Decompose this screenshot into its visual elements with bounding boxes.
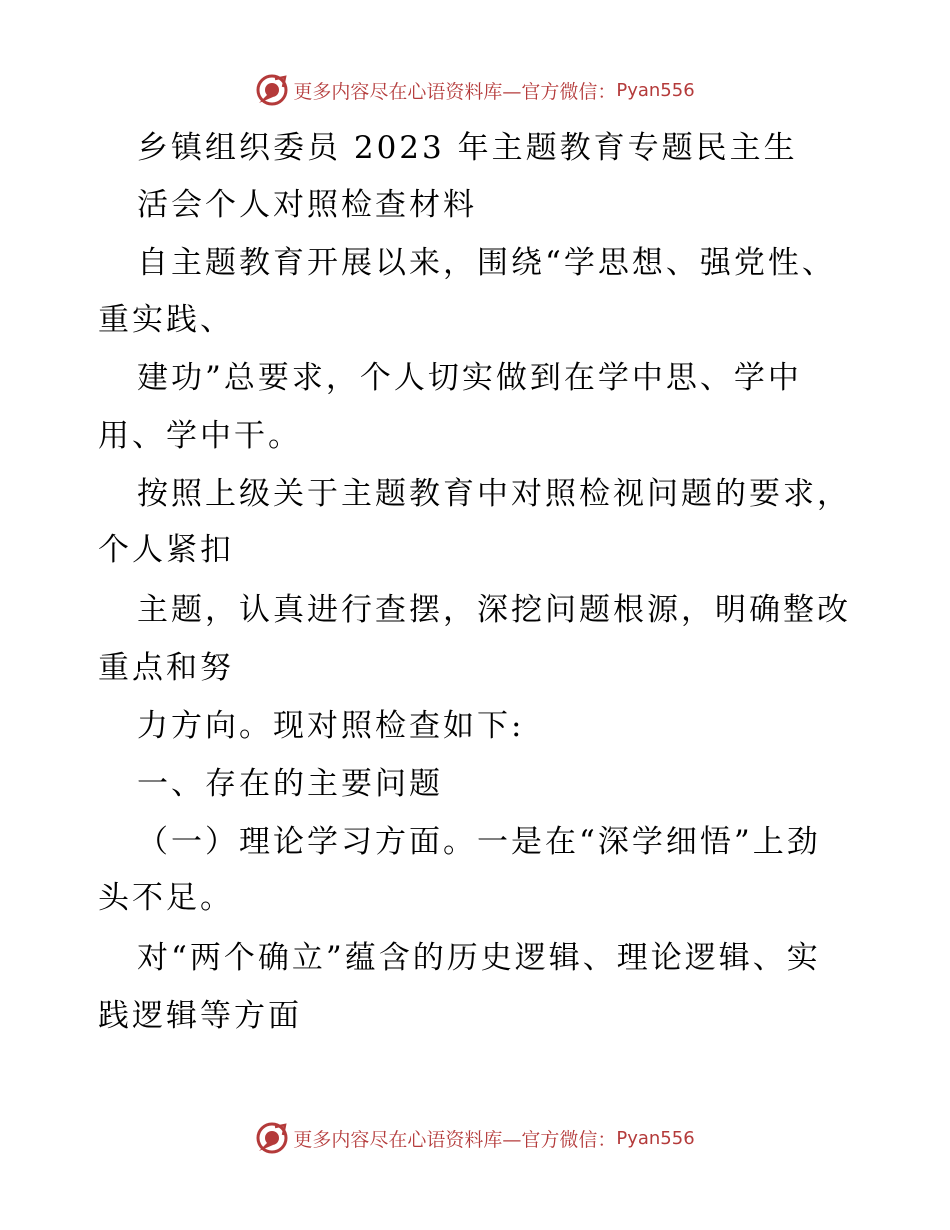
paragraph-line: 自主题教育开展以来，围绕“学思想、强党性、 (137, 245, 836, 281)
paragraph-line: 头不足。 (98, 880, 234, 916)
paragraph-line: 个人紧扣 (98, 532, 234, 568)
paragraph-line: 力方向。现对照检查如下: (137, 708, 525, 744)
paragraph-line: 用、学中干。 (98, 418, 302, 454)
header-watermark (0, 70, 950, 110)
footer-watermark (0, 1118, 950, 1158)
paragraph-line: 主题，认真进行查摆，深挖问题根源，明确整改 (137, 592, 851, 628)
paragraph-line: 对“两个确立”蕴含的历史逻辑、理论逻辑、实 (137, 940, 821, 976)
paragraph-line: 按照上级关于主题教育中对照检视问题的要求， (137, 476, 851, 512)
paragraph-line: （一）理论学习方面。一是在“深学细悟”上劲 (137, 824, 821, 860)
section-heading: 一、存在的主要问题 (137, 766, 443, 802)
watermark-wechat: Pyan556 (616, 79, 695, 101)
watermark-text: 更多内容尽在心语资料库—官方微信： (293, 1128, 617, 1151)
doc-title-line-2: 活会个人对照检查材料 (137, 187, 477, 223)
pen-logo-icon (255, 73, 289, 107)
paragraph-line: 重点和努 (98, 650, 234, 686)
paragraph-line: 重实践、 (98, 302, 234, 338)
paragraph-line: 建功”总要求，个人切实做到在学中思、学中 (137, 360, 802, 396)
doc-title-line-1: 乡镇组织委员 2023 年主题教育专题民主生 (137, 130, 798, 166)
paragraph-line: 践逻辑等方面 (98, 998, 302, 1034)
watermark-wechat: Pyan556 (616, 1127, 695, 1149)
pen-logo-icon (255, 1121, 289, 1155)
watermark-text: 更多内容尽在心语资料库—官方微信： (293, 80, 617, 103)
